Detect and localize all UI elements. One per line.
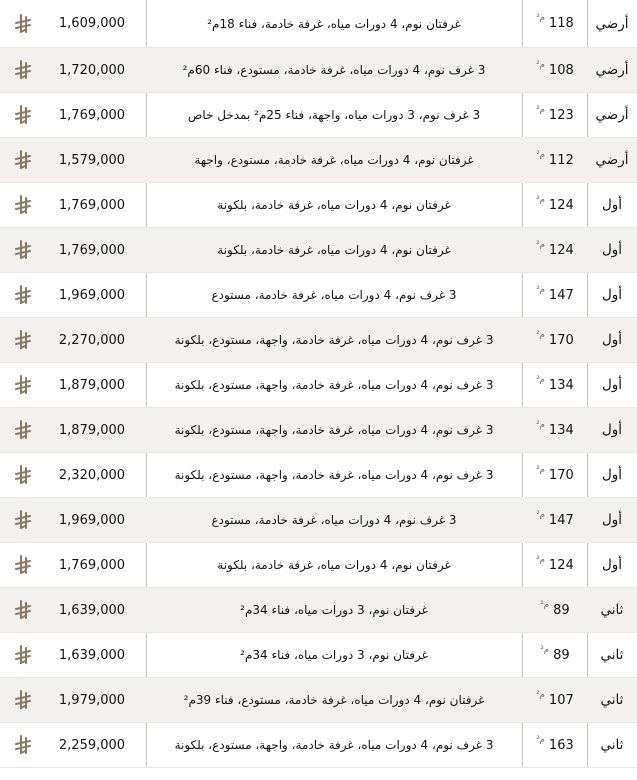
area-unit: م² — [536, 284, 545, 295]
unit-description: 3 غرف نوم، 4 دورات مياه، غرفة خادمة، واجهة، مستودع، بلكونة — [174, 468, 494, 482]
area-cell — [524, 453, 586, 497]
area-unit: م² — [536, 149, 545, 160]
area-unit: م² — [536, 554, 545, 565]
currency-cell — [8, 318, 38, 362]
unit-description: 3 غرف نوم، 4 دورات مياه، غرفة خادمة، واجهة، مستودع، بلكونة — [174, 738, 494, 752]
area-cell — [524, 0, 586, 47]
floor-cell — [590, 543, 634, 587]
unit-description: غرفتان نوم، 3 دورات مياه، فناء 34م² — [240, 603, 428, 617]
area-cell — [524, 138, 586, 182]
currency-cell — [8, 228, 38, 272]
area-value: 170 — [548, 332, 574, 348]
area-value: 118 — [548, 16, 574, 31]
currency-cell — [8, 723, 38, 767]
price-cell — [44, 228, 140, 272]
saudi-riyal-icon — [13, 329, 33, 351]
floor-label: أول — [601, 242, 623, 258]
area-value: 147 — [548, 512, 574, 528]
area-unit: م² — [536, 509, 545, 520]
table-row — [0, 408, 637, 453]
unit-description: غرفتان نوم، 4 دورات مياه، غرفة خادمة، بلكونة — [217, 558, 451, 572]
table-row — [0, 678, 637, 723]
table-row — [0, 93, 637, 138]
unit-description: غرفتان نوم، 4 دورات مياه، غرفة خادمة، مستودع، فناء 39م² — [183, 693, 485, 707]
saudi-riyal-icon — [13, 599, 33, 621]
unit-description: 3 غرف نوم، 4 دورات مياه، غرفة خادمة، مستودع — [211, 513, 457, 527]
unit-description: غرفتان نوم، 4 دورات مياه، غرفة خادمة، فناء 18م² — [207, 16, 461, 31]
area-value: 170 — [548, 467, 574, 483]
area-unit: م² — [536, 104, 545, 115]
price-value: 1,720,000 — [58, 62, 126, 78]
unit-description: غرفتان نوم، 4 دورات مياه، غرفة خادمة، بلكونة — [217, 243, 451, 257]
price-value: 1,769,000 — [58, 242, 126, 258]
area-cell — [524, 678, 586, 722]
description-cell — [148, 633, 520, 677]
area-unit: م² — [536, 689, 545, 700]
price-value: 2,320,000 — [58, 467, 126, 483]
currency-cell — [8, 453, 38, 497]
area-cell — [524, 408, 586, 452]
saudi-riyal-icon — [13, 644, 33, 666]
currency-cell — [8, 0, 38, 47]
area-unit: م² — [536, 329, 545, 340]
unit-description: غرفتان نوم، 4 دورات مياه، غرفة خادمة، مستودع، واجهة — [194, 153, 474, 167]
description-cell — [148, 93, 520, 137]
saudi-riyal-icon — [13, 374, 33, 396]
table-row — [0, 543, 637, 588]
saudi-riyal-icon — [13, 284, 33, 306]
floor-cell — [590, 273, 634, 317]
price-value: 1,969,000 — [58, 512, 126, 528]
saudi-riyal-icon — [13, 734, 33, 756]
table-row — [0, 363, 637, 408]
price-cell — [44, 723, 140, 767]
floor-cell — [590, 183, 634, 227]
price-value: 1,769,000 — [58, 557, 126, 573]
description-cell — [148, 183, 520, 227]
table-row — [0, 588, 637, 633]
saudi-riyal-icon — [13, 239, 33, 261]
description-cell — [148, 588, 520, 632]
unit-description: غرفتان نوم، 4 دورات مياه، غرفة خادمة، بلكونة — [217, 198, 451, 212]
currency-cell — [8, 543, 38, 587]
floor-label: أول — [601, 287, 623, 303]
floor-label: ثاني — [600, 737, 624, 753]
area-value: 124 — [548, 557, 574, 573]
saudi-riyal-icon — [13, 149, 33, 171]
floor-cell — [590, 48, 634, 92]
description-cell — [148, 0, 520, 47]
price-cell — [44, 633, 140, 677]
price-cell — [44, 363, 140, 407]
price-value: 2,270,000 — [58, 332, 126, 348]
currency-cell — [8, 363, 38, 407]
area-value: 147 — [548, 287, 574, 303]
price-value: 1,639,000 — [58, 602, 126, 618]
price-value: 1,879,000 — [58, 377, 126, 393]
unit-description: 3 غرف نوم، 3 دورات مياه، واجهة، فناء 25م² بمدخل خاص — [187, 108, 481, 122]
area-value: 107 — [548, 692, 574, 708]
area-value: 163 — [548, 737, 574, 753]
price-value: 1,979,000 — [58, 692, 126, 708]
saudi-riyal-icon — [13, 464, 33, 486]
area-unit: م² — [536, 194, 545, 205]
description-cell — [148, 363, 520, 407]
description-cell — [148, 48, 520, 92]
price-value: 1,769,000 — [58, 197, 126, 213]
floor-label: ثاني — [600, 602, 624, 618]
saudi-riyal-icon — [13, 419, 33, 441]
table-row — [0, 498, 637, 543]
saudi-riyal-icon — [13, 59, 33, 81]
price-value: 1,879,000 — [58, 422, 126, 438]
table-row — [0, 273, 637, 318]
description-cell — [148, 273, 520, 317]
floor-label: ثاني — [600, 692, 624, 708]
floor-cell — [590, 678, 634, 722]
unit-description: 3 غرف نوم، 4 دورات مياه، غرفة خادمة، واجهة، مستودع، بلكونة — [174, 423, 494, 437]
price-value: 2,259,000 — [58, 737, 126, 753]
area-unit: م² — [540, 599, 550, 610]
price-cell — [44, 318, 140, 362]
area-value: 108 — [548, 62, 574, 78]
floor-cell — [590, 408, 634, 452]
price-cell — [44, 408, 140, 452]
area-unit: م² — [536, 13, 545, 23]
floor-label: أول — [601, 422, 623, 438]
currency-cell — [8, 678, 38, 722]
area-cell — [524, 498, 586, 542]
area-cell — [524, 273, 586, 317]
price-cell — [44, 138, 140, 182]
saudi-riyal-icon — [13, 194, 33, 216]
price-cell — [44, 588, 140, 632]
description-cell — [148, 543, 520, 587]
floor-cell — [590, 318, 634, 362]
floor-cell — [590, 93, 634, 137]
description-cell — [148, 138, 520, 182]
floor-cell — [590, 0, 634, 47]
floor-cell — [590, 498, 634, 542]
area-cell — [524, 318, 586, 362]
price-cell — [44, 48, 140, 92]
area-cell — [524, 228, 586, 272]
floor-label: ثاني — [600, 647, 624, 663]
price-value: 1,579,000 — [58, 152, 126, 168]
area-value: 124 — [548, 197, 574, 213]
table-row — [0, 0, 637, 48]
saudi-riyal-icon — [13, 104, 33, 126]
area-value: 89 — [553, 602, 570, 618]
currency-cell — [8, 93, 38, 137]
area-unit: م² — [536, 239, 545, 250]
area-value: 89 — [553, 647, 570, 663]
description-cell — [148, 678, 520, 722]
price-value: 1,639,000 — [58, 647, 126, 663]
area-unit: م² — [540, 644, 550, 655]
area-cell — [524, 723, 586, 767]
price-cell — [44, 453, 140, 497]
table-row — [0, 633, 637, 678]
unit-description: 3 غرف نوم، 4 دورات مياه، غرفة خادمة، مستودع — [211, 288, 457, 302]
currency-cell — [8, 183, 38, 227]
area-cell — [524, 183, 586, 227]
floor-label: أول — [601, 557, 623, 573]
price-cell — [44, 183, 140, 227]
area-unit: م² — [536, 419, 545, 430]
floor-cell — [590, 138, 634, 182]
currency-cell — [8, 633, 38, 677]
currency-cell — [8, 588, 38, 632]
area-value: 124 — [548, 242, 574, 258]
floor-label: أول — [601, 512, 623, 528]
unit-description: غرفتان نوم، 3 دورات مياه، فناء 34م² — [240, 648, 428, 662]
area-value: 123 — [548, 107, 574, 123]
description-cell — [148, 318, 520, 362]
area-cell — [524, 48, 586, 92]
area-cell — [524, 588, 586, 632]
table-row — [0, 723, 637, 768]
currency-cell — [8, 498, 38, 542]
unit-description: 3 غرف نوم، 4 دورات مياه، غرفة خادمة، مستودع، فناء 60م² — [182, 63, 486, 77]
price-value: 1,969,000 — [58, 287, 126, 303]
table-row — [0, 138, 637, 183]
floor-label: أرضي — [595, 15, 629, 32]
price-cell — [44, 678, 140, 722]
price-value: 1,769,000 — [58, 107, 126, 123]
table-row — [0, 48, 637, 93]
description-cell — [148, 228, 520, 272]
description-cell — [148, 453, 520, 497]
floor-cell — [590, 723, 634, 767]
price-cell — [44, 93, 140, 137]
area-value: 112 — [548, 152, 574, 168]
currency-cell — [8, 48, 38, 92]
area-unit: م² — [536, 464, 545, 475]
price-cell — [44, 0, 140, 47]
saudi-riyal-icon — [13, 554, 33, 576]
saudi-riyal-icon — [13, 13, 33, 35]
floor-cell — [590, 363, 634, 407]
area-unit: م² — [536, 374, 545, 385]
area-unit: م² — [536, 59, 545, 70]
table-row — [0, 453, 637, 498]
description-cell — [148, 498, 520, 542]
floor-label: أول — [601, 197, 623, 213]
saudi-riyal-icon — [13, 689, 33, 711]
table-row — [0, 183, 637, 228]
currency-cell — [8, 273, 38, 317]
area-value: 134 — [548, 377, 574, 393]
description-cell — [148, 408, 520, 452]
floor-cell — [590, 228, 634, 272]
floor-cell — [590, 453, 634, 497]
currency-cell — [8, 408, 38, 452]
price-cell — [44, 498, 140, 542]
floor-label: أرضي — [595, 62, 629, 78]
area-cell — [524, 363, 586, 407]
table-row — [0, 228, 637, 273]
floor-label: أول — [601, 467, 623, 483]
price-value: 1,609,000 — [58, 16, 126, 31]
currency-cell — [8, 138, 38, 182]
unit-description: 3 غرف نوم، 4 دورات مياه، غرفة خادمة، واجهة، مستودع، بلكونة — [174, 333, 494, 347]
floor-cell — [590, 588, 634, 632]
area-cell — [524, 633, 586, 677]
floor-label: أول — [601, 377, 623, 393]
floor-label: أول — [601, 332, 623, 348]
description-cell — [148, 723, 520, 767]
area-unit: م² — [536, 734, 545, 745]
unit-description: 3 غرف نوم، 4 دورات مياه، غرفة خادمة، واجهة، مستودع، بلكونة — [174, 378, 494, 392]
area-value: 134 — [548, 422, 574, 438]
floor-cell — [590, 633, 634, 677]
area-cell — [524, 93, 586, 137]
area-cell — [524, 543, 586, 587]
floor-label: أرضي — [595, 152, 629, 168]
saudi-riyal-icon — [13, 509, 33, 531]
table-row — [0, 318, 637, 363]
price-cell — [44, 273, 140, 317]
floor-label: أرضي — [595, 107, 629, 123]
price-cell — [44, 543, 140, 587]
